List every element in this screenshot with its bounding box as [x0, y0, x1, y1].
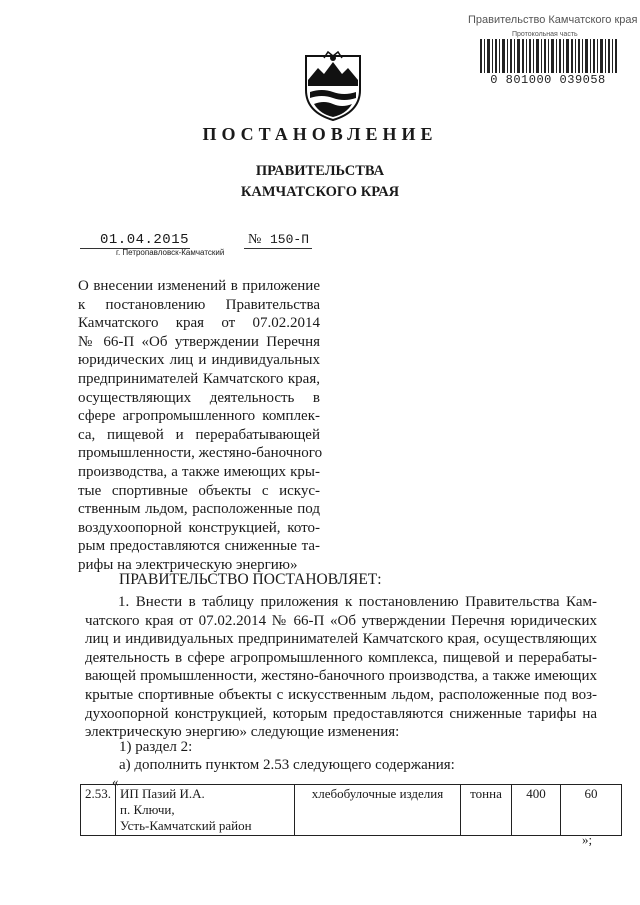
stamp-department: Протокольная часть	[512, 31, 578, 38]
subject-line: тые спортивные объекты с искус-	[78, 482, 320, 499]
subject-line: ственным льдом, расположенные под	[78, 501, 320, 518]
body-line: духоопорной конструкцией, которым предоставляются сниженные тарифы на	[85, 705, 597, 722]
product-cell: хлебобулочные изделия	[295, 785, 461, 836]
subject-line: сфере агропромышленного комплек-	[78, 408, 320, 425]
document-type-title: ПОСТАНОВЛЕНИЕ	[202, 124, 438, 144]
quote-open: «	[112, 774, 119, 789]
subject-line: воздухоопорной конструкцией, кото-	[78, 519, 320, 536]
subject-line: осуществляющих деятельность в	[78, 389, 320, 406]
unit-cell: тонна	[461, 785, 512, 836]
quote-close: »;	[582, 832, 593, 847]
entity-name: ИП Пазий И.А.	[120, 786, 205, 801]
subject-heading	[78, 277, 323, 575]
body-line: 1. Внести в таблицу приложения к постановлению Правительства Кам-	[118, 594, 597, 610]
table-row	[81, 785, 622, 836]
subject-line: предпринимателей Камчатского края,	[78, 370, 320, 387]
subject-line: к постановлению Правительства	[78, 296, 320, 313]
issuer-line-1: ПРАВИТЕЛЬСТВА	[255, 163, 385, 179]
decree-heading: ПРАВИТЕЛЬСТВО ПОСТАНОВЛЯЕТ:	[119, 571, 382, 588]
entity-district: Усть-Камчатский район	[120, 818, 252, 833]
kamchatka-emblem-icon	[302, 50, 364, 122]
subject-line: юридических лиц и индивидуальных	[78, 352, 320, 369]
value1-cell: 400	[512, 785, 561, 836]
entity-locality: п. Ключи,	[120, 802, 175, 817]
body-line: лиц и индивидуальных предпринимателей Камчатского края, осуществляющих	[85, 631, 597, 648]
section-item: 1) раздел 2:	[119, 739, 193, 755]
number-underline	[244, 248, 312, 249]
body-line: электрическую энергию» следующие изменения:	[85, 724, 400, 741]
document-number: 150-П	[270, 232, 310, 247]
document-city: г. Петропавловск-Камчатский	[116, 248, 225, 257]
document-date: 01.04.2015	[100, 232, 190, 248]
amendment-table	[80, 784, 622, 836]
subject-line: рифы на электрическую энергию»	[78, 556, 298, 573]
body-line: деятельность в сфере агропромышленного комплекса, пищевой и перерабаты-	[85, 649, 597, 666]
subject-line: са, пищевой и перерабатывающей	[78, 426, 320, 443]
number-sign: №	[248, 232, 262, 247]
body-line: крытые спортивные объекты с искусственным льдом, расположенные под воз-	[85, 686, 597, 703]
subject-line: промышленности, жестяно-баночного	[78, 445, 323, 462]
subject-line: производства, а также имеющих кры-	[78, 463, 320, 480]
subsection-item: а) дополнить пунктом 2.53 следующего содержания:	[119, 757, 455, 773]
barcode-number: 0 801000 039058	[478, 73, 618, 87]
body-paragraph	[85, 593, 597, 742]
subject-line: Камчатского края от 07.02.2014	[78, 315, 320, 332]
subject-line: рым предоставляются сниженные та-	[78, 538, 320, 555]
body-line: чатского края от 07.02.2014 № 66-П «Об утверждении Перечня юридических	[85, 612, 597, 629]
body-line: вающей промышленности, жестяно-баночного производства, а также имеющих	[85, 668, 597, 685]
row-number-cell: 2.53.	[81, 785, 116, 836]
stamp-organization: Правительство Камчатского края	[468, 14, 638, 26]
issuer-line-2: КАМЧАТСКОГО КРАЯ	[240, 184, 400, 200]
subject-line: О внесении изменений в приложение	[78, 278, 320, 294]
entity-cell	[116, 785, 295, 836]
value2-cell: 60	[561, 785, 622, 836]
subject-line: № 66-П «Об утверждении Перечня	[78, 333, 320, 350]
